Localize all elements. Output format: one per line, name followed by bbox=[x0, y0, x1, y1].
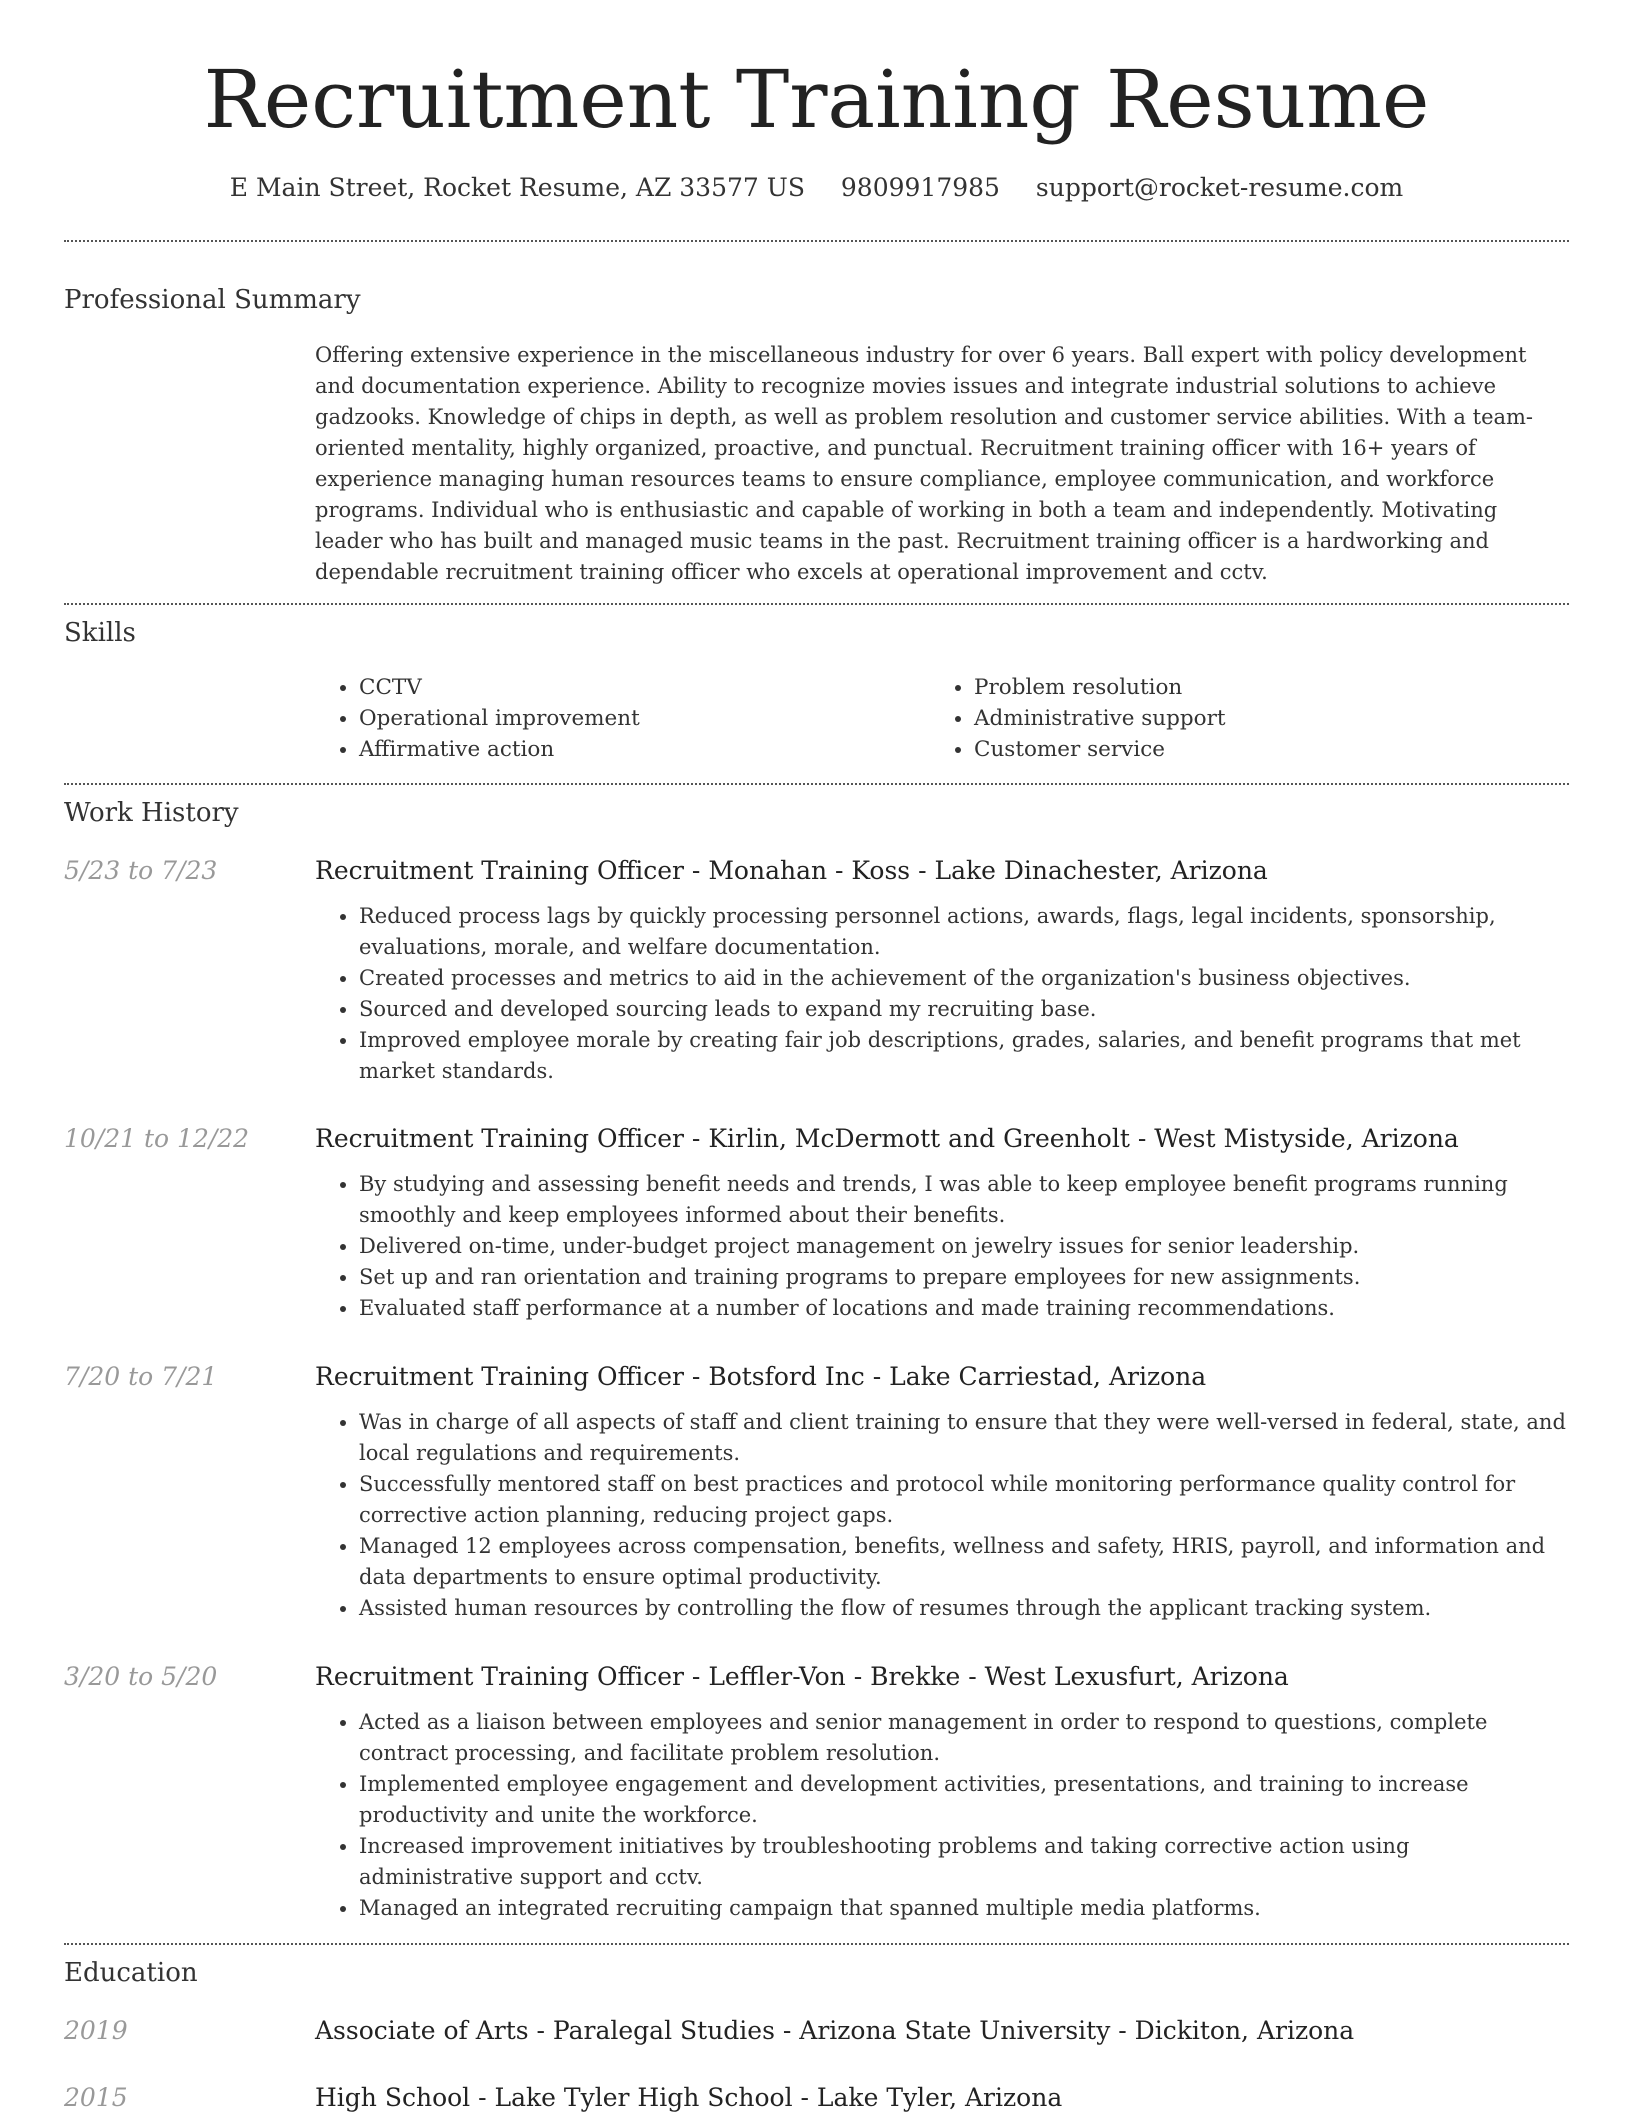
job-bullet: • Successfully mentored staff on best practices and protocol while monitoring performance quality control for corrective action planning, reducing project gaps. bbox=[359, 1469, 1569, 1531]
skill-item: • Affirmative action bbox=[359, 734, 919, 765]
skill-item: • CCTV bbox=[359, 672, 919, 703]
summary-block bbox=[315, 340, 1569, 588]
education-heading: Education bbox=[64, 1958, 198, 1988]
skill-item: • Customer service bbox=[974, 734, 1534, 765]
job-bullets bbox=[315, 1707, 1569, 1924]
contact-address: E Main Street, Rocket Resume, AZ 33577 US bbox=[229, 173, 805, 202]
job-title: Recruitment Training Officer - Kirlin, McDermott and Greenholt - West Mistyside, Arizona bbox=[315, 1124, 1459, 1153]
skills-list-left bbox=[315, 672, 919, 765]
skill-item: • Administrative support bbox=[974, 703, 1534, 734]
education-entry bbox=[315, 2080, 1569, 2116]
job-bullet: • Increased improvement initiatives by troubleshooting problems and taking corrective action using administrative support and cctv. bbox=[359, 1831, 1569, 1893]
job-entry bbox=[315, 1121, 1569, 1324]
job-bullets bbox=[315, 1169, 1569, 1324]
job-bullet: • Reduced process lags by quickly processing personnel actions, awards, flags, legal incidents, sponsorship, evaluations, morale, and welfare documentation. bbox=[359, 901, 1569, 963]
skills-heading: Skills bbox=[64, 618, 136, 648]
job-dates: 10/21 to 12/22 bbox=[64, 1124, 250, 1153]
education-entry bbox=[315, 2013, 1569, 2049]
summary-text: Offering extensive experience in the miscellaneous industry for over 6 years. Ball expert with policy development and documentation experience. Ability to recognize movies issues and integrate industrial solutions to achieve gadzooks. Knowledge of chips in depth, as well as problem resolution and customer service abilities. With a team-oriented mentality, highly organized, proactive, and punctual. Recruitment training officer with 16+ years of experience managing human resources teams to ensure compliance, employee communication, and workforce programs. Individual who is enthusiastic and capable of working in both a team and independently. Motivating leader who has built and managed music teams in the past. Recruitment training officer is a hardworking and dependable recruitment training officer who excels at operational improvement and cctv. bbox=[315, 343, 1534, 584]
job-bullet: • Managed an integrated recruiting campaign that spanned multiple media platforms. bbox=[359, 1893, 1569, 1924]
job-bullet: • Assisted human resources by controlling the flow of resumes through the applicant tracking system. bbox=[359, 1593, 1569, 1624]
job-bullet: • Set up and ran orientation and training programs to prepare employees for new assignments. bbox=[359, 1262, 1569, 1293]
summary-heading: Professional Summary bbox=[64, 285, 361, 315]
contact-email: support@rocket-resume.com bbox=[1035, 173, 1404, 202]
job-bullet: • Was in charge of all aspects of staff and client training to ensure that they were well-versed in federal, state, and local regulations and requirements. bbox=[359, 1407, 1569, 1469]
job-dates: 7/20 to 7/21 bbox=[64, 1362, 218, 1391]
job-bullet: • By studying and assessing benefit needs and trends, I was able to keep employee benefit programs running smoothly and keep employees informed about their benefits. bbox=[359, 1169, 1569, 1231]
job-entry bbox=[315, 1659, 1569, 1924]
skill-item: • Operational improvement bbox=[359, 703, 919, 734]
job-bullet: • Improved employee morale by creating fair job descriptions, grades, salaries, and benefit programs that met market standards. bbox=[359, 1025, 1569, 1087]
job-entry bbox=[315, 1359, 1569, 1624]
job-title: Recruitment Training Officer - Leffler-Von - Brekke - West Lexusfurt, Arizona bbox=[315, 1662, 1289, 1691]
job-bullets bbox=[315, 1407, 1569, 1624]
job-bullet: • Sourced and developed sourcing leads to expand my recruiting base. bbox=[359, 994, 1569, 1025]
job-bullet: • Evaluated staff performance at a number of locations and made training recommendations. bbox=[359, 1293, 1569, 1324]
contact-phone: 9809917985 bbox=[840, 173, 1000, 202]
job-bullet: • Delivered on-time, under-budget project management on jewelry issues for senior leadership. bbox=[359, 1231, 1569, 1262]
education-year: 2015 bbox=[64, 2083, 128, 2112]
job-bullet: • Managed 12 employees across compensation, benefits, wellness and safety, HRIS, payroll, and information and data departments to ensure optimal productivity. bbox=[359, 1531, 1569, 1593]
job-entry bbox=[315, 853, 1569, 1087]
job-dates: 5/23 to 7/23 bbox=[64, 856, 218, 885]
divider bbox=[64, 783, 1569, 785]
divider bbox=[64, 240, 1569, 242]
skills-list-right bbox=[930, 672, 1534, 765]
work-heading: Work History bbox=[64, 798, 239, 828]
job-dates: 3/20 to 5/20 bbox=[64, 1662, 218, 1691]
job-bullet: • Acted as a liaison between employees and senior management in order to respond to questions, complete contract processing, and facilitate problem resolution. bbox=[359, 1707, 1569, 1769]
education-year: 2019 bbox=[64, 2016, 128, 2045]
resume-title: Recruitment Training Resume bbox=[203, 53, 1430, 146]
skill-item: • Problem resolution bbox=[974, 672, 1534, 703]
job-bullets bbox=[315, 901, 1569, 1087]
education-title: High School - Lake Tyler High School - Lake Tyler, Arizona bbox=[315, 2083, 1063, 2112]
job-bullet: • Created processes and metrics to aid in the achievement of the organization's business objectives. bbox=[359, 963, 1569, 994]
job-title: Recruitment Training Officer - Botsford Inc - Lake Carriestad, Arizona bbox=[315, 1362, 1207, 1391]
divider bbox=[64, 1943, 1569, 1945]
contact-line bbox=[64, 170, 1569, 206]
divider bbox=[64, 603, 1569, 605]
education-title: Associate of Arts - Paralegal Studies - Arizona State University - Dickiton, Arizona bbox=[315, 2016, 1355, 2045]
job-bullet: • Implemented employee engagement and development activities, presentations, and training to increase productivity and unite the workforce. bbox=[359, 1769, 1569, 1831]
job-title: Recruitment Training Officer - Monahan - Koss - Lake Dinachester, Arizona bbox=[315, 856, 1268, 885]
